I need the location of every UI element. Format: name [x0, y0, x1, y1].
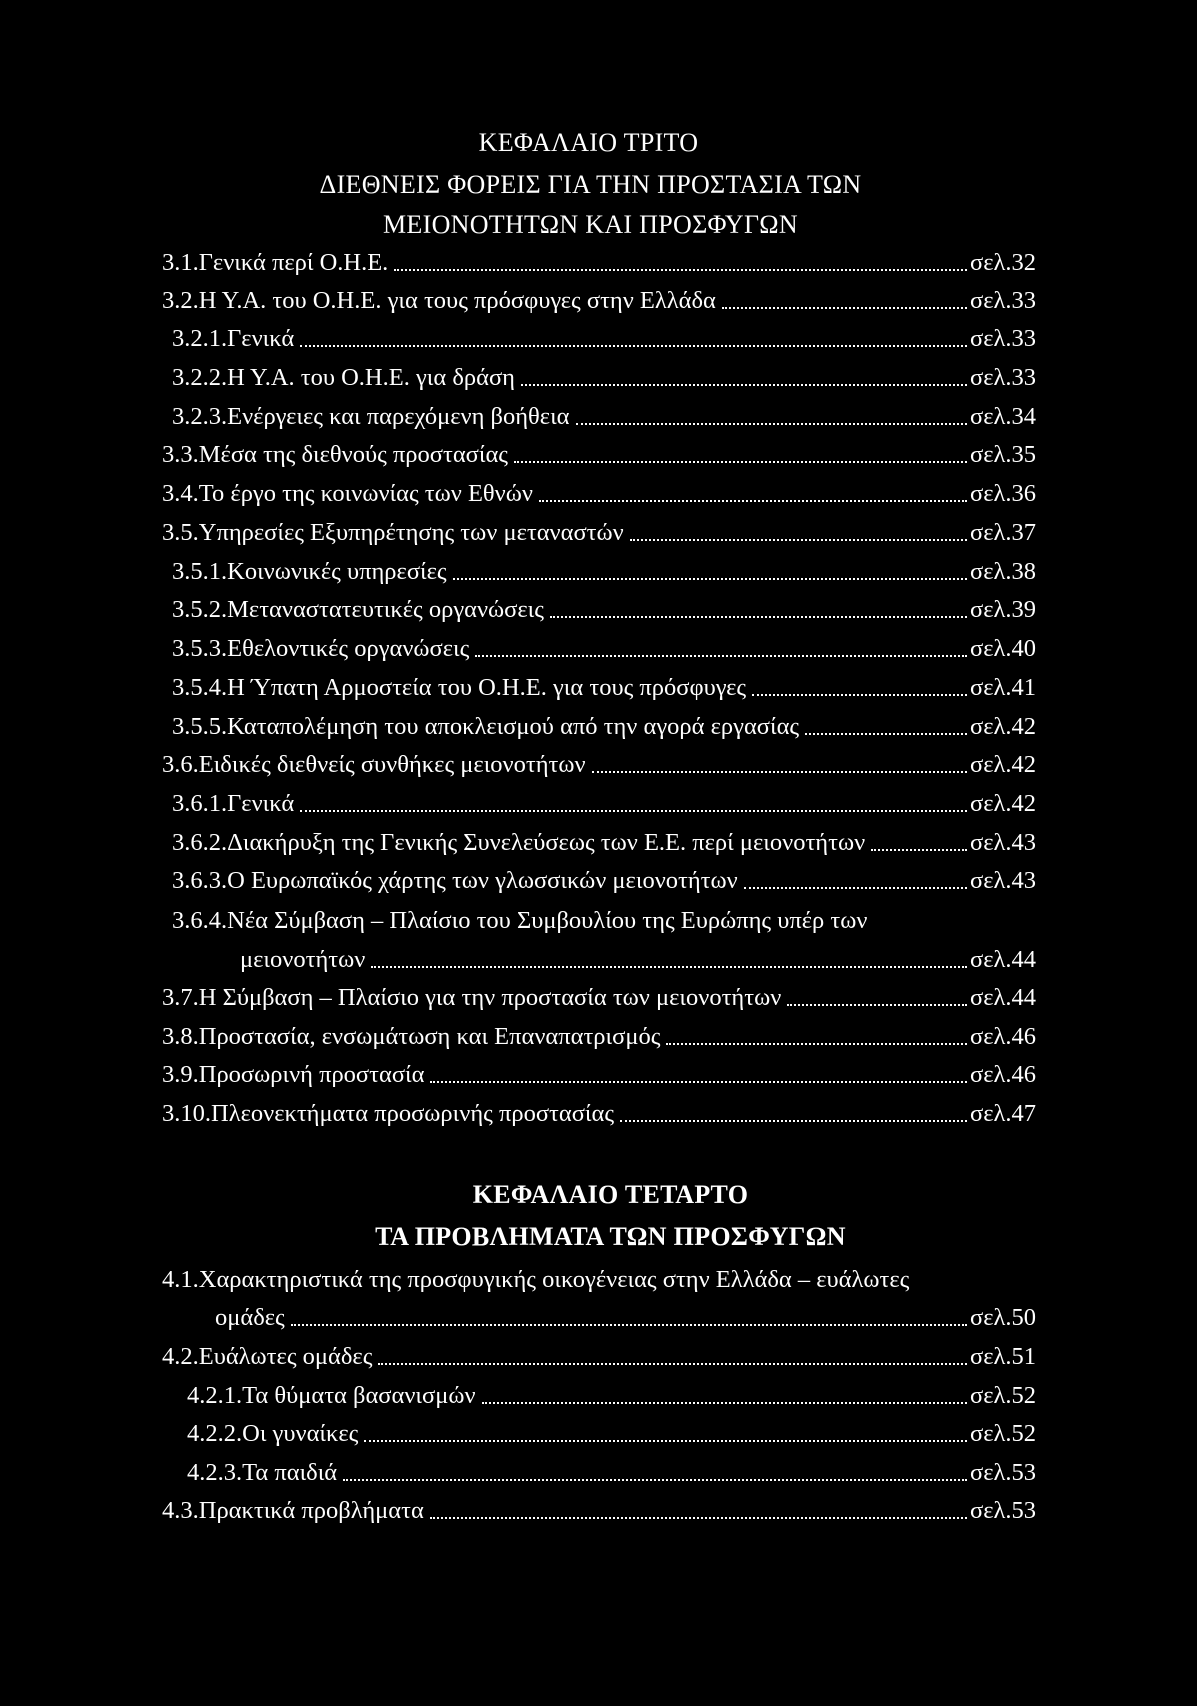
toc-entry-3-2[interactable]: [162, 284, 1036, 318]
toc-entry-page: σελ.42: [970, 713, 1036, 740]
toc-entry-label: 3.6.2.Διακήρυξη της Γενικής Συνελεύσεως των Ε.Ε. περί μειονοτήτων: [172, 829, 866, 856]
toc-entry-3-5-4[interactable]: [172, 671, 1036, 705]
toc-entry-label: ομάδες: [215, 1304, 285, 1331]
dot-leader: [752, 694, 967, 696]
toc-entry-page: σελ.53: [970, 1459, 1036, 1486]
toc-entry-label: 3.4.Το έργο της κοινωνίας των Εθνών: [162, 480, 533, 507]
toc-entry-3-8[interactable]: [162, 1020, 1036, 1054]
toc-entry-label: 3.6.1.Γενικά: [172, 790, 295, 817]
dot-leader: [550, 616, 967, 618]
toc-entry-3-5[interactable]: [162, 516, 1036, 550]
dot-leader: [378, 1363, 967, 1365]
toc-entry-3-5-2[interactable]: [172, 593, 1036, 627]
toc-entry-page: σελ.43: [970, 829, 1036, 856]
toc-entry-label: 3.5.3.Εθελοντικές οργανώσεις: [172, 635, 470, 662]
toc-entry-label: 3.5.2.Μεταναστατευτικές οργανώσεις: [172, 596, 544, 623]
toc-entry-3-6-2[interactable]: [172, 826, 1036, 860]
toc-entry-4-2-3[interactable]: [187, 1456, 1036, 1490]
dot-leader: [482, 1402, 967, 1404]
toc-entry-3-2-3[interactable]: [172, 400, 1036, 434]
toc-entry-label: 3.2.Η Υ.Α. του Ο.Η.Ε. για τους πρόσφυγες στην Ελλάδα: [162, 287, 716, 314]
dot-leader: [722, 307, 967, 309]
dot-leader: [630, 539, 967, 541]
toc-entry-page: σελ.44: [970, 946, 1036, 973]
toc-entry-4-2-2[interactable]: [187, 1417, 1036, 1451]
toc-entry-3-4[interactable]: [162, 477, 1036, 511]
toc-entry-label: 3.5.4.Η Ύπατη Αρμοστεία του Ο.Η.Ε. για τους πρόσφυγες: [172, 674, 747, 701]
toc-entry-label: 3.9.Προσωρινή προστασία: [162, 1061, 425, 1088]
toc-entry-label: 4.2.1.Τα θύματα βασανισμών: [187, 1382, 476, 1409]
toc-entry-page: σελ.52: [970, 1382, 1036, 1409]
toc-entry-label: 3.3.Μέσα της διεθνούς προστασίας: [162, 441, 508, 468]
toc-entry-label: 3.2.2.Η Υ.Α. του Ο.Η.Ε. για δράση: [172, 364, 515, 391]
toc-entry-3-6[interactable]: [162, 748, 1036, 782]
toc-entry-label: 3.2.1.Γενικά: [172, 325, 295, 352]
toc-entry-label: 3.5.1.Κοινωνικές υπηρεσίες: [172, 558, 447, 585]
dot-leader: [300, 810, 967, 812]
toc-entry-label: 3.2.3.Ενέργειες και παρεχόμενη βοήθεια: [172, 403, 570, 430]
toc-entry-page: σελ.37: [970, 519, 1036, 546]
dot-leader: [744, 887, 967, 889]
chapter4-subtitle: ΤΑ ΠΡΟΒΛΗΜΑΤΑ ΤΩΝ ΠΡΟΣΦΥΓΩΝ: [375, 1222, 846, 1251]
toc-entry-label: 3.5.Υπηρεσίες Εξυπηρέτησης των μεταναστών: [162, 519, 624, 546]
toc-entry-label: μειονοτήτων: [240, 946, 366, 973]
toc-entry-4-1-line1[interactable]: 4.1.Χαρακτηριστικά της προσφυγικής οικογένειας στην Ελλάδα – ευάλωτες: [162, 1266, 910, 1293]
toc-entry-3-2-2[interactable]: [172, 361, 1036, 395]
toc-entry-page: σελ.32: [970, 249, 1036, 276]
dot-leader: [300, 345, 967, 347]
toc-entry-3-1[interactable]: [162, 246, 1036, 280]
dot-leader: [539, 500, 967, 502]
toc-entry-page: σελ.42: [970, 751, 1036, 778]
toc-entry-page: σελ.33: [970, 364, 1036, 391]
toc-entry-3-6-4-line1[interactable]: 3.6.4.Νέα Σύμβαση – Πλαίσιο του Συμβουλίου της Ευρώπης υπέρ των: [172, 907, 868, 934]
dot-leader: [453, 578, 967, 580]
dot-leader: [430, 1517, 967, 1519]
chapter3-subtitle-line1: ΔΙΕΘΝΕΙΣ ΦΟΡΕΙΣ ΓΙΑ ΤΗΝ ΠΡΟΣΤΑΣΙΑ ΤΩΝ: [319, 170, 862, 199]
toc-entry-label: 3.8.Προστασία, ενσωμάτωση και Επαναπατρισμός: [162, 1023, 661, 1050]
dot-leader: [371, 966, 967, 968]
toc-entry-label: 3.5.5.Καταπολέμηση του αποκλεισμού από την αγορά εργασίας: [172, 713, 800, 740]
dot-leader: [475, 655, 967, 657]
toc-entry-page: σελ.44: [970, 984, 1036, 1011]
toc-entry-3-3[interactable]: [162, 438, 1036, 472]
toc-entry-page: σελ.33: [970, 287, 1036, 314]
dot-leader: [871, 849, 967, 851]
toc-entry-page: σελ.42: [970, 790, 1036, 817]
toc-entry-label: 3.7.Η Σύμβαση – Πλαίσιο για την προστασία των μειονοτήτων: [162, 984, 782, 1011]
toc-entry-label: 3.10.Πλεονεκτήματα προσωρινής προστασίας: [162, 1100, 615, 1127]
dot-leader: [430, 1081, 967, 1083]
toc-entry-page: σελ.46: [970, 1023, 1036, 1050]
toc-entry-3-10[interactable]: [162, 1097, 1036, 1131]
dot-leader: [787, 1004, 967, 1006]
toc-entry-page: σελ.41: [970, 674, 1036, 701]
toc-entry-page: σελ.52: [970, 1420, 1036, 1447]
dot-leader: [394, 269, 967, 271]
toc-entry-3-6-4-line2[interactable]: [240, 943, 1036, 977]
toc-entry-label: 4.3.Πρακτικά προβλήματα: [162, 1497, 424, 1524]
toc-entry-3-7[interactable]: [162, 981, 1036, 1015]
toc-entry-page: σελ.53: [970, 1497, 1036, 1524]
toc-entry-label: 3.6.3.Ο Ευρωπαϊκός χάρτης των γλωσσικών μειονοτήτων: [172, 867, 738, 894]
toc-entry-label: 3.6.Ειδικές διεθνείς συνθήκες μειονοτήτων: [162, 751, 586, 778]
dot-leader: [521, 384, 967, 386]
toc-entry-page: σελ.40: [970, 635, 1036, 662]
toc-entry-page: σελ.33: [970, 325, 1036, 352]
dot-leader: [592, 771, 967, 773]
toc-entry-page: σελ.47: [970, 1100, 1036, 1127]
toc-entry-3-9[interactable]: [162, 1058, 1036, 1092]
chapter4-title: ΚΕΦΑΛΑΙΟ ΤΕΤΑΡΤΟ: [472, 1180, 749, 1209]
dot-leader: [343, 1479, 967, 1481]
toc-entry-3-6-1[interactable]: [172, 787, 1036, 821]
toc-entry-3-2-1[interactable]: [172, 322, 1036, 356]
toc-entry-4-1-line2[interactable]: [215, 1301, 1036, 1335]
toc-entry-label: 3.1.Γενικά περί Ο.Η.Ε.: [162, 249, 389, 276]
toc-entry-label: 4.2.2.Οι γυναίκες: [187, 1420, 359, 1447]
chapter3-title: ΚΕΦΑΛΑΙΟ ΤΡΙΤΟ: [478, 128, 699, 157]
toc-entry-label: 4.2.3.Τα παιδιά: [187, 1459, 338, 1486]
toc-entry-page: σελ.35: [970, 441, 1036, 468]
toc-entry-4-2-1[interactable]: [187, 1379, 1036, 1413]
toc-entry-3-5-1[interactable]: [172, 555, 1036, 589]
toc-entry-page: σελ.36: [970, 480, 1036, 507]
dot-leader: [620, 1120, 967, 1122]
toc-entry-3-5-5[interactable]: [172, 710, 1036, 744]
dot-leader: [805, 733, 967, 735]
toc-entry-page: σελ.43: [970, 867, 1036, 894]
toc-entry-3-5-3[interactable]: [172, 632, 1036, 666]
toc-entry-4-3[interactable]: [162, 1494, 1036, 1528]
toc-entry-page: σελ.39: [970, 596, 1036, 623]
toc-entry-label: 4.2.Ευάλωτες ομάδες: [162, 1343, 373, 1370]
dot-leader: [514, 461, 967, 463]
toc-entry-page: σελ.50: [970, 1304, 1036, 1331]
dot-leader: [576, 423, 968, 425]
toc-entry-4-2[interactable]: [162, 1340, 1036, 1374]
toc-entry-page: σελ.34: [970, 403, 1036, 430]
toc-entry-page: σελ.51: [970, 1343, 1036, 1370]
chapter3-subtitle-line2: ΜΕΙΟΝΟΤΗΤΩΝ ΚΑΙ ΠΡΟΣΦΥΓΩΝ: [383, 210, 798, 239]
dot-leader: [291, 1324, 967, 1326]
toc-entry-page: σελ.38: [970, 558, 1036, 585]
toc-entry-page: σελ.46: [970, 1061, 1036, 1088]
dot-leader: [364, 1440, 967, 1442]
dot-leader: [666, 1043, 967, 1045]
toc-entry-3-6-3[interactable]: [172, 864, 1036, 898]
